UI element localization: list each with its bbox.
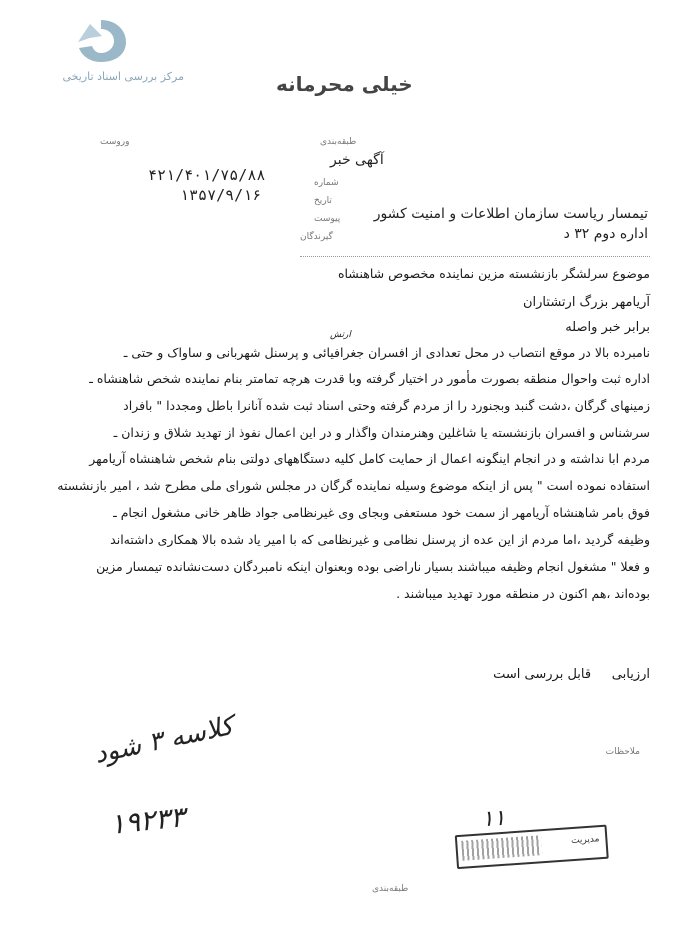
label-date-left: وروست — [100, 137, 130, 147]
document-number: ۴۲۱/۴۰۱/۷۵/۸۸ — [148, 166, 266, 184]
remarks-label: ملاحظات — [605, 747, 640, 757]
salutation-line-1: آریامهر بزرگ ارتشتاران — [523, 295, 650, 310]
archive-logo-icon — [72, 16, 130, 66]
label-date: تاریخ — [314, 196, 332, 206]
recipient-line-1: تیمسار ریاست سازمان اطلاعات و امنیت کشور — [373, 206, 648, 222]
archive-logo — [28, 12, 188, 92]
stamp-text: مدیریت — [570, 834, 600, 847]
body-line-2: اداره ثبت واحوال منطقه بصورت مأمور در اختیار گرفته وبا قدرت هرچه تمامتر بنام نماینده شخص شاهنشاه ـ — [89, 371, 650, 386]
label-attachment: پیوست — [314, 214, 341, 224]
handwritten-number: ۱۹۲۳۳ — [108, 800, 187, 841]
body-line-8: وظیفه گردید ،اما مردم از این عده از پرسنل نظامی و غیرنظامی که با امیر یاد شده بالا همکاری داشته‌اند — [110, 532, 650, 547]
classification-heading: خیلی محرمانه — [276, 72, 413, 96]
body-line-1: نامبرده بالا در موقع انتصاب در محل تعدادی از افسران جغرافیائی و پرسنل شهربانی و ساواک و حتی ـ — [123, 345, 650, 360]
classification-value: آگهی خبر — [330, 152, 384, 168]
body-line-10: بوده‌اند ،هم اکنون در منطقه مورد تهدید میباشند . — [396, 586, 650, 601]
body-line-4: سرشناس و افسران بازنشسته یا شاغلین وهنرمندان واگذار و در این اعمال نفوذ از تهدید شلاق و زندان ـ — [113, 425, 650, 440]
evaluation-label: ارزیابی — [611, 667, 650, 682]
footer-classification-label: طبقه‌بندی — [372, 884, 409, 894]
stamp-number: ۱۱ — [480, 805, 507, 833]
body-line-3: زمینهای گرگان ،دشت گنبد وبجنورد را از مردم گرفته وحتی اسناد ثبت شده آنانرا باطل ومجددا " بافراد — [123, 398, 650, 413]
registration-stamp — [453, 803, 607, 869]
body-line-7: فوق بامر شاهنشاه آریامهر از سمت خود مستعفی وبجای وی غیرنظامی جواد ظاهر خانی مشغول انجام ـ — [113, 505, 650, 520]
label-classification-level: طبقه‌بندی — [320, 137, 357, 147]
evaluation-value: قابل بررسی است — [493, 667, 592, 682]
salutation-line-2: برابر خبر واصله — [565, 320, 650, 335]
stamp-ink — [461, 835, 542, 861]
recipient-line-2: اداره دوم ۳۲ د — [563, 226, 648, 242]
document-date: ۱۳۵۷/۹/۱۶ — [180, 186, 262, 204]
divider-rule — [300, 256, 650, 257]
subject-label: موضوع — [612, 266, 650, 281]
subject-line — [300, 266, 650, 281]
evaluation-line — [380, 667, 650, 682]
marginal-note: ارتش — [330, 330, 351, 340]
body-line-6: استفاده نموده است " پس از اینکه موضوع وسیله نماینده گرگان در مجلس شورای ملی مطرح شد ، امیر بازنشسته — [57, 478, 650, 493]
subject-text: سرلشگر بازنشسته مزین نماینده مخصوص شاهنشاه — [337, 266, 609, 281]
body-line-5: مردم ابا نداشته و در انجام اینگونه اعمال از حمایت کامل کلیه دستگاههای دولتی بنام شخص شاهنشاه آریامهر — [89, 451, 650, 466]
archive-logo-caption: مرکز بررسی اسناد تاریخی — [62, 70, 184, 83]
stamp-box — [455, 825, 609, 870]
body-line-9: و فعلا " مشغول انجام وظیفه میباشند بسیار ناراضی بوده وبعنوان اینکه نامبردگان دست‌نشانده تیمسار مزین — [96, 559, 650, 574]
handwritten-signature: کلاسه ۳ شود — [91, 711, 236, 770]
label-recipients: گیرندگان — [300, 232, 333, 242]
label-number: شماره — [314, 178, 339, 188]
